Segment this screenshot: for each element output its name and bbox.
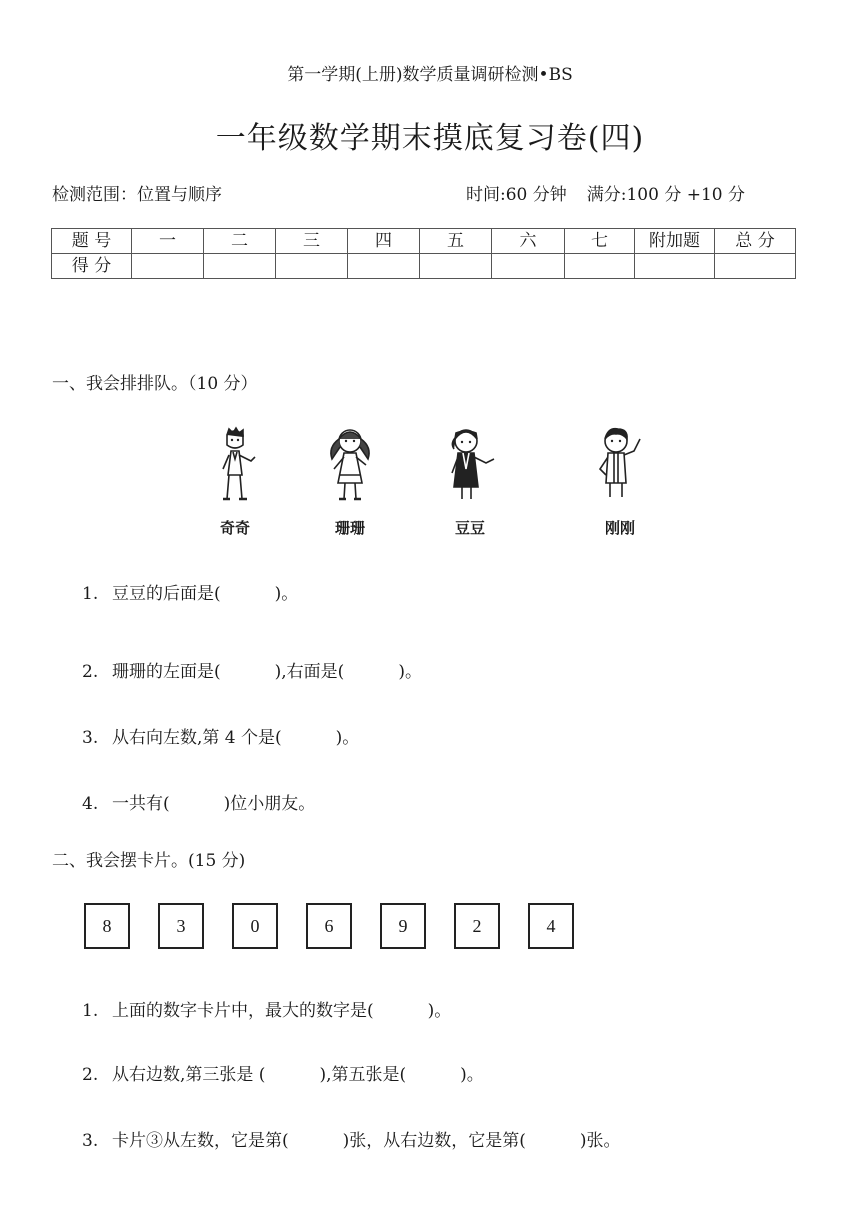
score-table-col-header: 六 xyxy=(492,229,565,254)
number-card: 6 xyxy=(306,903,352,949)
girl-figure-icon xyxy=(438,425,502,505)
score-table-col-header: 一 xyxy=(132,229,204,254)
score-cell[interactable] xyxy=(420,254,492,279)
kid-doudou xyxy=(430,425,510,545)
section-2-question-1 xyxy=(82,996,451,1021)
kids-illustration xyxy=(195,425,675,545)
number-card: 4 xyxy=(528,903,574,949)
question-text: 卡片③从左数，它是第( xyxy=(112,1131,289,1151)
score-cell[interactable] xyxy=(132,254,204,279)
question-text: ),第五张是( xyxy=(319,1065,407,1085)
exam-full-score: 满分:100 分 +10 分 xyxy=(586,185,746,205)
score-table-col-header: 附加题 xyxy=(635,229,715,254)
number-card: 3 xyxy=(158,903,204,949)
question-text: 一共有( xyxy=(112,794,170,814)
question-number: 4. xyxy=(82,794,99,814)
question-text: )。 xyxy=(427,1001,452,1021)
section-2-question-3 xyxy=(82,1126,621,1151)
question-text: ),右面是( xyxy=(274,662,345,682)
question-text: 从右向左数,第 4 个是( xyxy=(112,728,282,748)
question-number: 3. xyxy=(82,1131,99,1151)
question-number: 3. xyxy=(82,728,99,748)
number-card: 0 xyxy=(232,903,278,949)
question-text: 豆豆的后面是( xyxy=(112,584,221,604)
score-table-row-label: 题 号 xyxy=(52,229,132,254)
exam-time-info xyxy=(466,180,745,205)
section-1-question-3 xyxy=(82,723,359,748)
kid-ganggang xyxy=(580,425,660,545)
boy-figure-icon xyxy=(588,425,652,505)
kid-name: 豆豆 xyxy=(454,519,485,537)
kid-name: 刚刚 xyxy=(604,519,635,537)
question-text: )张，从右边数，它是第( xyxy=(342,1131,526,1151)
score-table-header-row xyxy=(52,229,796,254)
question-text: 从右边数,第三张是 ( xyxy=(112,1065,266,1085)
question-number: 2. xyxy=(82,1065,99,1085)
section-1-question-2 xyxy=(82,657,422,682)
score-table xyxy=(51,228,796,279)
section-1-question-4 xyxy=(82,789,315,814)
score-cell[interactable] xyxy=(204,254,276,279)
score-table-col-header: 总 分 xyxy=(715,229,796,254)
score-table-col-header: 二 xyxy=(204,229,276,254)
exam-time: 时间:60 分钟 xyxy=(466,185,567,205)
question-text: )。 xyxy=(335,728,360,748)
number-card: 2 xyxy=(454,903,500,949)
score-table-row-label: 得 分 xyxy=(52,254,132,279)
section-2-question-2 xyxy=(82,1060,484,1085)
question-text: 珊珊的左面是( xyxy=(112,662,221,682)
question-number: 1. xyxy=(82,584,99,604)
section-1-question-1 xyxy=(82,579,298,604)
score-cell[interactable] xyxy=(565,254,635,279)
kid-name: 奇奇 xyxy=(219,519,250,537)
question-text: )。 xyxy=(460,1065,484,1085)
question-number: 1. xyxy=(82,1001,99,1021)
score-cell[interactable] xyxy=(348,254,420,279)
section-2-title: 二、我会摆卡片。(15 分) xyxy=(52,851,246,871)
score-cell[interactable] xyxy=(715,254,796,279)
kid-shanshan xyxy=(310,425,390,545)
question-text: )位小朋友。 xyxy=(223,794,316,814)
question-text: )。 xyxy=(398,662,422,682)
score-table-col-header: 四 xyxy=(348,229,420,254)
score-cell[interactable] xyxy=(492,254,565,279)
question-number: 2. xyxy=(82,662,99,682)
question-text: )张。 xyxy=(579,1131,621,1151)
score-cell[interactable] xyxy=(635,254,715,279)
score-table-col-header: 五 xyxy=(420,229,492,254)
kid-name: 珊珊 xyxy=(334,519,365,537)
exam-header: 第一学期(上册)数学质量调研检测•BS xyxy=(287,65,573,85)
girl-figure-icon xyxy=(318,425,382,505)
question-text: 上面的数字卡片中，最大的数字是( xyxy=(112,1001,374,1021)
number-card: 8 xyxy=(84,903,130,949)
score-table-col-header: 三 xyxy=(276,229,348,254)
question-text: )。 xyxy=(274,584,299,604)
score-cell[interactable] xyxy=(276,254,348,279)
score-table-col-header: 七 xyxy=(565,229,635,254)
exam-title: 一年级数学期末摸底复习卷(四) xyxy=(215,121,645,156)
section-1-title: 一、我会排排队。（10 分） xyxy=(52,374,258,394)
boy-figure-icon xyxy=(205,425,265,505)
kid-qiqi xyxy=(195,425,275,545)
score-table-score-row xyxy=(52,254,796,279)
exam-scope: 检测范围：位置与顺序 xyxy=(52,185,222,205)
number-card: 9 xyxy=(380,903,426,949)
